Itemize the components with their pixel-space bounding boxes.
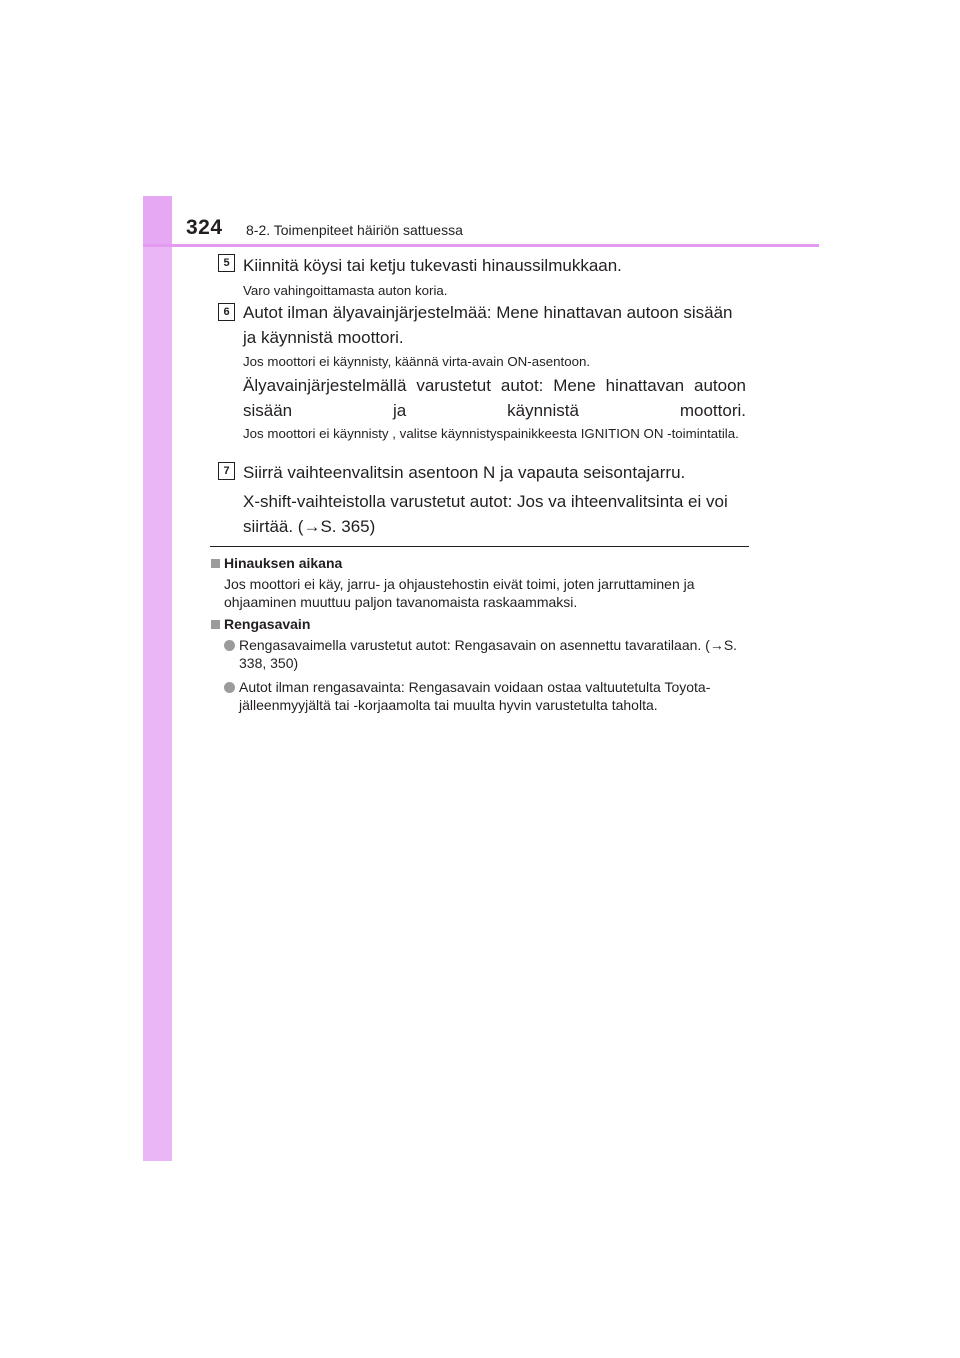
square-bullet-icon	[211, 620, 220, 629]
step-7-text-xshift: X-shift-vaihteistolla varustetut autot: Jos va ihteenvalitsinta ei voi siirtää. (→S. 365)	[243, 492, 728, 536]
header-rule	[143, 244, 819, 247]
circle-bullet-icon	[224, 640, 235, 651]
side-tab-bar	[143, 196, 172, 1161]
step-6-text: Autot ilman älyavainjärjestelmää: Mene hinattavan autoon sisään ja käynnistä moottori.	[243, 303, 733, 347]
step-5-badge: 5	[218, 254, 235, 272]
step-6-text-smart-key: Älyavainjärjestelmällä varustetut autot: Mene hinattavan autoon sisään ja käynnistä moottori.	[243, 376, 746, 420]
info-heading-towing: Hinauksen aikana	[224, 555, 343, 571]
step-6-note: Jos moottori ei käynnisty, käännä virta-avain ON-asentoon.	[243, 354, 591, 369]
info-body-towing: Jos moottori ei käy, jarru- ja ohjaustehostin eivät toimi, joten jarruttaminen ja ohjaaminen muuttuu paljon tavanomaista raskaammaksi.	[224, 576, 695, 610]
info-bullet-without-wrench: Autot ilman rengasavainta: Rengasavain voidaan ostaa valtuutetulta Toyota-jälleenmyyjältä tai -korjaamolta tai muulta hyvin varustetulta taholta.	[239, 679, 711, 713]
circle-bullet-icon	[224, 682, 235, 693]
step-5-text: Kiinnitä köysi tai ketju tukevasti hinaussilmukkaan.	[243, 256, 622, 275]
step-6-note-smart-key: Jos moottori ei käynnisty , valitse käynnistyspainikkeesta IGNITION ON -toimintatila.	[243, 426, 739, 441]
step-7-badge: 7	[218, 462, 235, 480]
page-number: 324	[186, 216, 223, 239]
section-title: 8-2. Toimenpiteet häiriön sattuessa	[246, 222, 463, 238]
info-bullet-with-wrench: Rengasavaimella varustetut autot: Rengasavain on asennettu tavaratilaan. (→S. 338, 350)	[239, 637, 738, 671]
info-heading-wrench: Rengasavain	[224, 616, 311, 632]
step-7-text: Siirrä vaihteenvalitsin asentoon N ja vapauta seisontajarru.	[243, 463, 686, 482]
section-divider	[210, 546, 749, 547]
chapter-tab	[143, 196, 172, 244]
square-bullet-icon	[211, 559, 220, 568]
step-6-badge: 6	[218, 303, 235, 321]
step-5-note: Varo vahingoittamasta auton koria.	[243, 283, 448, 298]
